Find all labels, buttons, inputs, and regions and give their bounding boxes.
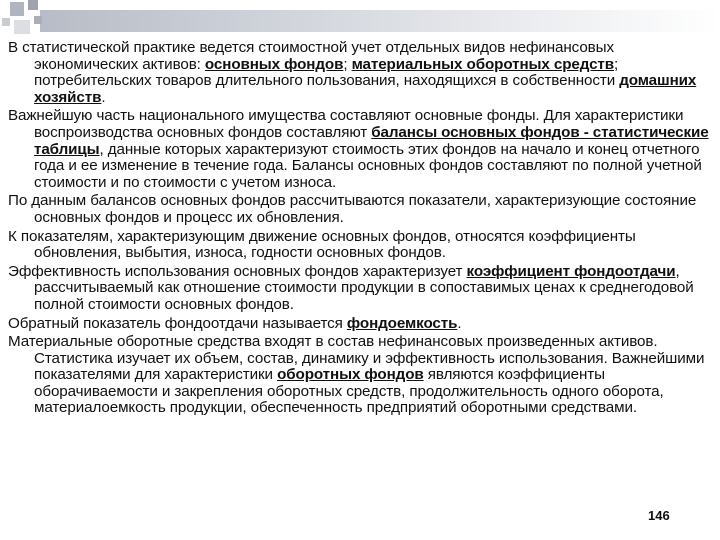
keyword-term: фондоемкость — [346, 314, 458, 332]
decor-square — [2, 18, 10, 26]
decor-square — [14, 20, 30, 34]
text-run: В статистической практике ведется стоимостной учет отдельных видов нефинансовых экономических активов: — [8, 39, 614, 73]
text-run: Материальные оборотные средства входят в состав нефинансовых произведенных активов. Статистика изучает их объем, состав, динамику и эффективность использования. Важнейшими показателями для характеристики — [8, 333, 705, 384]
decor-square — [10, 2, 24, 16]
header-gradient-band — [40, 10, 720, 32]
keyword-term: материальных оборотных средств — [351, 55, 615, 73]
text-run: , данные которых характеризуют стоимость этих фондов на начало и конец отчетного года и ее изменение в течение года. Балансы основных фондов составляют по полной учетной стоимости и по стоимости с учетом износа. — [34, 140, 702, 191]
text-run: Обратный показатель фондоотдачи называется — [8, 314, 347, 332]
text-run: Важнейшую часть национального имущества составляют основные фонды. Для характеристики воспроизводства основных фондов составляют — [8, 107, 684, 141]
slide-body — [8, 40, 714, 419]
text-run: По данным балансов основных фондов рассчитываются показатели, характеризующие состояние основных фондов и процесс их обновления. — [8, 192, 697, 226]
text-run: . — [457, 314, 462, 332]
paragraph — [8, 40, 714, 106]
keyword-term: домашних хозяйств — [34, 72, 697, 106]
keyword-term: коэффициент фондоотдачи — [466, 262, 676, 280]
text-run: ; — [343, 55, 352, 73]
keyword-term: балансы основных фондов - статистические таблицы — [34, 123, 709, 158]
paragraph — [8, 193, 714, 226]
page-number: 146 — [648, 508, 670, 523]
paragraph — [8, 334, 714, 417]
text-run: , рассчитываемый как отношение стоимости продукции в сопоставимых ценах к среднегодовой полной стоимости основных фондов. — [34, 262, 694, 313]
paragraph — [8, 264, 714, 314]
text-run: . — [101, 88, 106, 106]
text-run: К показателям, характеризующим движение основных фондов, относятся коэффициенты обновления, выбытия, износа, годности основных фондов. — [8, 227, 636, 262]
paragraph — [8, 229, 714, 262]
decor-square — [34, 16, 42, 24]
text-run: являются коэффициенты оборачиваемости и закрепления оборотных средств, продолжительность одного оборота, материалоемкость продукции, обеспеченность предприятий оборотными средствами. — [34, 366, 664, 417]
paragraph — [8, 316, 714, 333]
decor-square — [28, 0, 38, 10]
paragraph — [8, 108, 714, 191]
keyword-term: оборотных фондов — [277, 366, 424, 384]
text-run: Эффективность использования основных фондов характеризует — [8, 262, 467, 280]
text-run: ; потребительских товаров длительного пользования, находящихся в собственности — [34, 55, 620, 90]
header-decoration — [0, 0, 720, 40]
keyword-term: основных фондов — [204, 55, 344, 73]
